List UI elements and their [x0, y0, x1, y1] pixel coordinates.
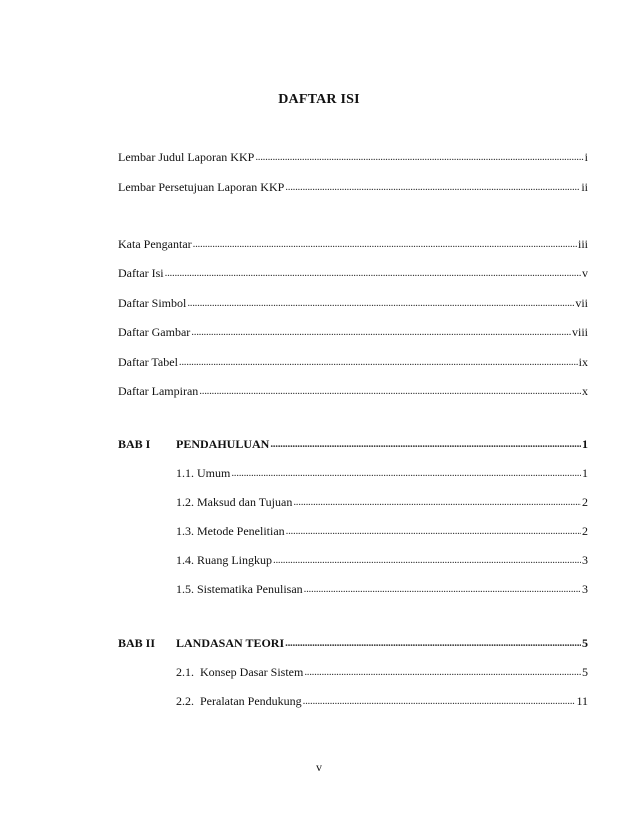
toc-section [176, 495, 588, 509]
section-page: 5 [582, 665, 588, 679]
toc-entry-label: Lembar Judul Laporan KKP [118, 150, 255, 164]
toc-entry-page: viii [571, 325, 588, 339]
section-page: 3 [582, 582, 588, 596]
toc-leader [193, 237, 577, 251]
section-label: 1.1. Umum [176, 466, 231, 480]
chapter-page: 1 [582, 437, 588, 451]
toc-leader [304, 582, 581, 596]
toc-entry [118, 266, 588, 280]
toc-entry-label: Kata Pengantar [118, 237, 192, 251]
toc-entry-label: Daftar Lampiran [118, 384, 199, 398]
toc-leader [273, 553, 581, 567]
toc-entry-label: Daftar Tabel [118, 355, 178, 369]
toc-entry-label: Lembar Persetujuan Laporan KKP [118, 180, 285, 194]
toc-leader [179, 355, 578, 369]
section-label: 1.2. Maksud dan Tujuan [176, 495, 293, 509]
section-page: 3 [582, 553, 588, 567]
toc-leader [304, 665, 581, 679]
page-number: v [316, 760, 322, 774]
toc-leader [285, 636, 581, 650]
toc-leader [303, 694, 576, 708]
toc-section [176, 665, 588, 679]
toc-entry-page: ix [578, 355, 588, 369]
toc-entry-label: Daftar Simbol [118, 296, 187, 310]
toc-entry [118, 355, 588, 369]
toc-entry [118, 384, 588, 398]
chapter-title: PENDAHULUAN [176, 437, 270, 451]
toc-entry [118, 237, 588, 251]
toc-leader [231, 466, 581, 480]
toc-leader [285, 180, 580, 194]
toc-entry-label: Daftar Isi [118, 266, 164, 280]
section-label: 2.2. Peralatan Pendukung [176, 694, 302, 708]
chapter-number: BAB I [118, 437, 151, 451]
chapter-number: BAB II [118, 636, 156, 650]
toc-chapter [118, 636, 588, 650]
section-label: 1.3. Metode Penelitian [176, 524, 285, 538]
toc-entry-page: i [584, 150, 588, 164]
toc-entry [118, 180, 588, 194]
toc-leader [187, 296, 574, 310]
toc-leader [255, 150, 583, 164]
toc-leader [191, 325, 571, 339]
toc-entry-page: x [582, 384, 588, 398]
toc-entry [118, 150, 588, 164]
toc-entry-page: ii [581, 180, 588, 194]
section-page: 1 [582, 466, 588, 480]
section-label: 2.1. Konsep Dasar Sistem [176, 665, 304, 679]
section-page: 2 [582, 495, 588, 509]
toc-entry-page: iii [577, 237, 588, 251]
toc-leader [293, 495, 581, 509]
toc-entry-page: v [582, 266, 588, 280]
chapter-page: 5 [582, 636, 588, 650]
toc-entry [118, 325, 588, 339]
toc-leader [286, 524, 581, 538]
toc-chapter [118, 437, 588, 451]
toc-section [176, 524, 588, 538]
toc-section [176, 466, 588, 480]
section-page: 11 [576, 694, 588, 708]
toc-entry-label: Daftar Gambar [118, 325, 191, 339]
toc-section [176, 553, 588, 567]
toc-section [176, 582, 588, 596]
page-title: DAFTAR ISI [278, 92, 360, 107]
section-label: 1.4. Ruang Lingkup [176, 553, 272, 567]
toc-leader [199, 384, 581, 398]
toc-leader [270, 437, 581, 451]
toc-entry [118, 296, 588, 310]
toc-section [176, 694, 588, 708]
toc-entry-page: vii [575, 296, 588, 310]
chapter-title: LANDASAN TEORI [176, 636, 285, 650]
toc-leader [165, 266, 581, 280]
section-label: 1.5. Sistematika Penulisan [176, 582, 303, 596]
section-page: 2 [582, 524, 588, 538]
